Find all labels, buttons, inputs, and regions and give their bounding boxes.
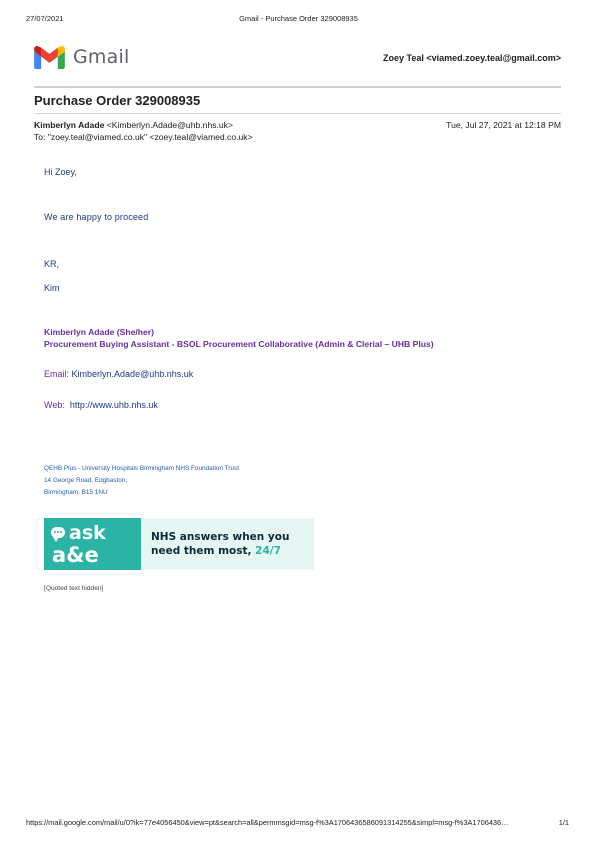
email-label: Email: <box>44 369 70 379</box>
sender-line <box>34 120 233 130</box>
signature-email-row <box>44 369 193 379</box>
body-message: We are happy to proceed <box>44 212 149 222</box>
print-title: Gmail - Purchase Order 329008935 <box>239 14 358 23</box>
banner-tagline <box>141 518 314 570</box>
address-line-2: 14 George Road, Edgbaston, <box>44 477 128 484</box>
ask-ae-logo <box>44 518 141 570</box>
sent-timestamp: Tue, Jul 27, 2021 at 12:18 PM <box>446 120 561 130</box>
sender-email: <Kimberlyn.Adade@uhb.nhs.uk> <box>106 120 234 130</box>
banner-tagline-start: need them most, <box>151 545 252 557</box>
web-label: Web: <box>44 400 65 410</box>
sender-name: Kimberlyn Adade <box>34 120 105 130</box>
address-line-1: QEHB Plus - University Hospitals Birmingham NHS Foundation Trust <box>44 465 239 472</box>
body-sign-off: KR, <box>44 259 60 269</box>
web-link[interactable]: http://www.uhb.nhs.uk <box>69 400 158 410</box>
banner-ask-text: ask <box>69 522 106 544</box>
gmail-wordmark: Gmail <box>73 46 130 68</box>
account-identity: Zoey Teal <viamed.zoey.teal@gmail.com> <box>382 53 561 63</box>
body-greeting: Hi Zoey, <box>44 167 77 177</box>
banner-tagline-line1: NHS answers when you <box>151 531 290 543</box>
email-link[interactable]: Kimberlyn.Adade@uhb.nhs.uk <box>71 369 194 379</box>
signature-name: Kimberlyn Adade (She/her) <box>44 327 154 337</box>
address-line-3: Birmingham, B15 1NU <box>44 489 108 496</box>
gmail-logo <box>34 44 129 70</box>
dots-icon <box>54 531 63 534</box>
print-url: https://mail.google.com/mail/u/0?ik=77e4056450&view=pt&search=all&permmsgid=msg-f%3A1706436586091314255&simpl=msg-f%3A1706436… <box>26 818 509 827</box>
ask-ae-banner[interactable] <box>44 518 314 570</box>
print-footer <box>26 818 569 830</box>
banner-ae-text: a&e <box>52 543 99 567</box>
page-number: 1/1 <box>558 818 569 827</box>
body-name: Kim <box>44 283 60 293</box>
banner-tagline-line2 <box>151 544 314 558</box>
subject-divider <box>34 113 561 114</box>
quoted-text-toggle[interactable]: [Quoted text hidden] <box>44 585 104 592</box>
banner-tagline-highlight: 24/7 <box>255 545 281 557</box>
signature-web-row <box>44 400 158 410</box>
email-subject: Purchase Order 329008935 <box>34 93 201 108</box>
header-divider <box>34 86 561 88</box>
print-header <box>26 14 571 26</box>
print-date: 27/07/2021 <box>26 14 64 23</box>
recipient-line: To: "zoey.teal@viamed.co.uk" <zoey.teal@viamed.co.uk> <box>34 132 253 142</box>
gmail-m-icon <box>34 46 65 69</box>
signature-role: Procurement Buying Assistant - BSOL Procurement Collaborative (Admin & Clerial – UHB Plus) <box>44 339 434 349</box>
